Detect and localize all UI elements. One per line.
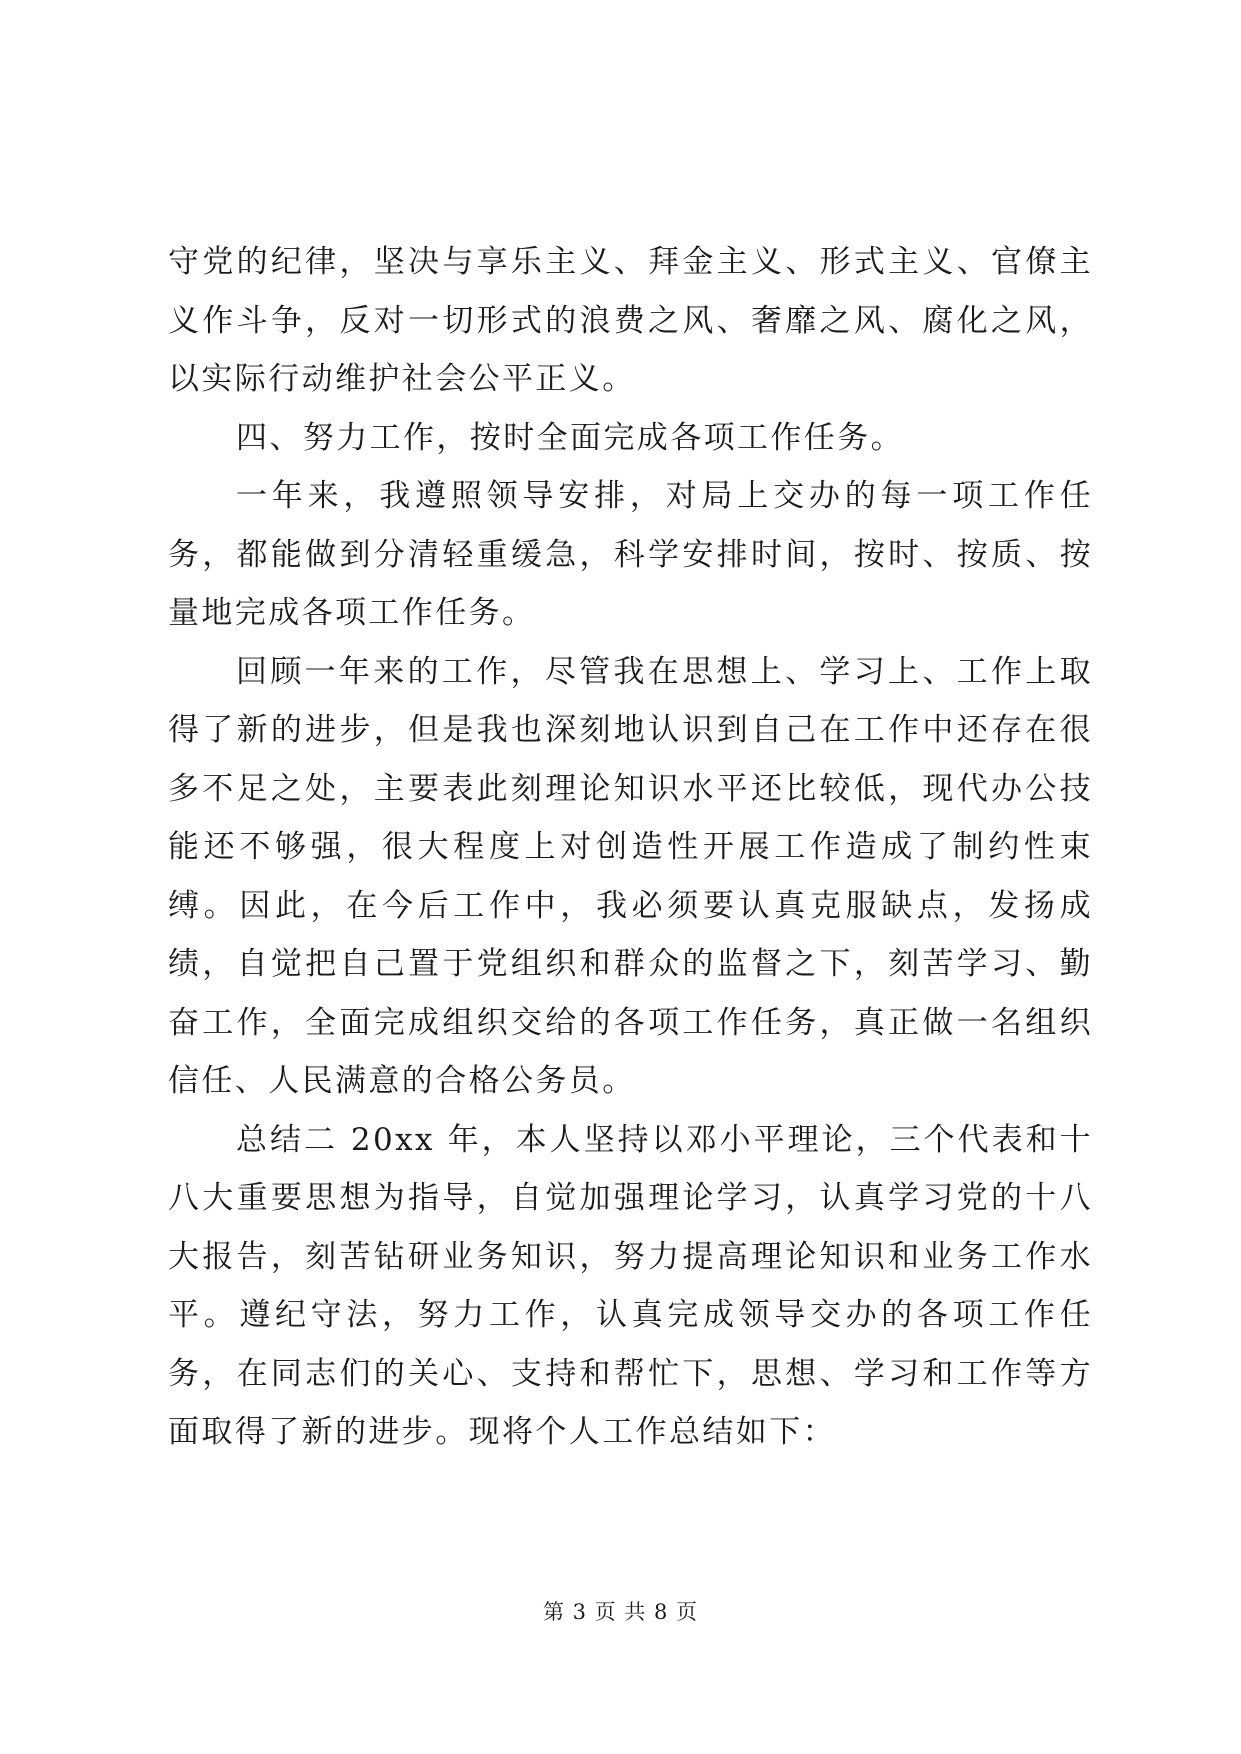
paragraph-5: 总结二 20xx 年，本人坚持以邓小平理论，三个代表和十八大重要思想为指导，自觉加强理论学习，认真学习党的十八大报告，刻苦钻研业务知识，努力提高理论知识和业务工作水平。遵纪守法，努力工作，认真完成领导交办的各项工作任务，在同志们的关心、支持和帮忙下，思想、学习和工作等方面取得了新的进步。现将个人工作总结如下： xyxy=(168,1121,1093,1450)
paragraph-1: 守党的纪律，坚决与享乐主义、拜金主义、形式主义、官僚主义作斗争，反对一切形式的浪费之风、奢靡之风、腐化之风，以实际行动维护社会公平正义。 xyxy=(168,244,1093,397)
page-number-footer: 第 3 页 共 8 页 xyxy=(542,1600,699,1624)
document-body xyxy=(168,233,1093,1462)
paragraph-4: 回顾一年来的工作，尽管我在思想上、学习上、工作上取得了新的进步，但是我也深刻地认识到自己在工作中还存在很多不足之处，主要表此刻理论知识水平还比较低，现代办公技能还不够强，很大程度上对创造性开展工作造成了制约性束缚。因此，在今后工作中，我必须要认真克服缺点，发扬成绩，自觉把自己置于党组织和群众的监督之下，刻苦学习、勤奋工作，全面完成组织交给的各项工作任务，真正做一名组织信任、人民满意的合格公务员。 xyxy=(168,653,1093,1099)
paragraph-2: 四、努力工作，按时全面完成各项工作任务。 xyxy=(236,419,904,456)
paragraph-3: 一年来，我遵照领导安排，对局上交办的每一项工作任务，都能做到分清轻重缓急，科学安排时间，按时、按质、按量地完成各项工作任务。 xyxy=(168,478,1093,631)
